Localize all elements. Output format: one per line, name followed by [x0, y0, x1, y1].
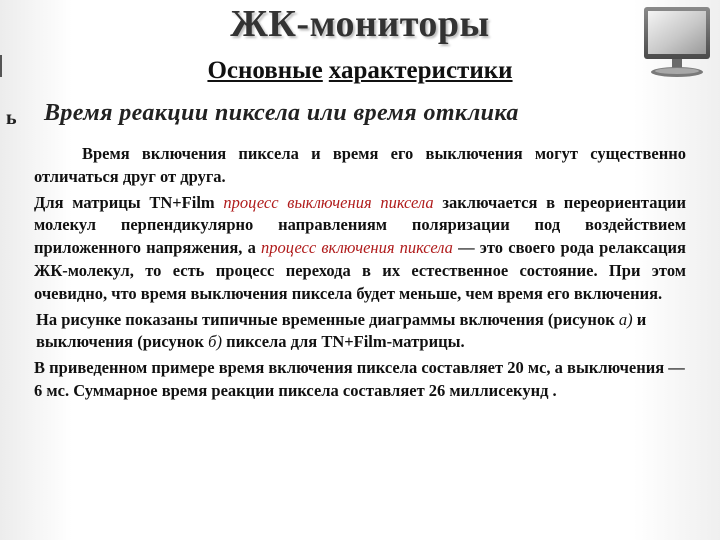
subtitle-part-2: характеристики: [328, 57, 513, 84]
heading-bullet: ь: [6, 107, 17, 129]
paragraph-3: [36, 309, 686, 355]
paragraph-1: Время включения пиксела и время его выключения могут существенно отличаться друг от друга.: [34, 144, 686, 186]
paragraph-4: В приведенном примере время включения пиксела составляет 20 мс, а выключения — 6 мс. Суммарное время реакции пиксела составляет 26 миллисекунд .: [34, 358, 685, 400]
p2-highlight-off: процесс выключения пиксела: [223, 192, 434, 212]
section-heading: Время реакции пиксела или время отклика: [44, 100, 519, 126]
subtitle-part-1: Основные: [207, 57, 323, 84]
slide-title: ЖК-мониторы: [230, 3, 490, 45]
p2-highlight-on: процесс включения пиксела: [261, 238, 453, 258]
p2-text-a: Для матрицы TN+Film: [34, 192, 224, 212]
paragraph-2: [34, 192, 686, 306]
slide-subtitle: [0, 57, 720, 85]
p3-text-c: пиксела для TN+Film-матрицы.: [221, 332, 465, 352]
monitor-icon: [640, 4, 714, 80]
p2-text-b: заключается в переориентации молекул перпендикулярно направлениям поляризации под воздействием приложенного напряжения, а: [34, 192, 686, 258]
p3-figure-a: а): [618, 309, 633, 329]
p3-text-b: и выключения (рисунок: [36, 309, 647, 352]
body-text: [34, 143, 686, 403]
p3-figure-b: б): [208, 332, 222, 352]
p2-text-c: — это своего рода релаксация ЖК-молекул, то есть процесс перехода в их естественное состояние. При этом очевидно, что время выключения пиксела будет меньше, чем время его включения.: [34, 238, 686, 303]
p3-text-a: На рисунке показаны типичные временные диаграммы включения (рисунок: [36, 309, 619, 329]
